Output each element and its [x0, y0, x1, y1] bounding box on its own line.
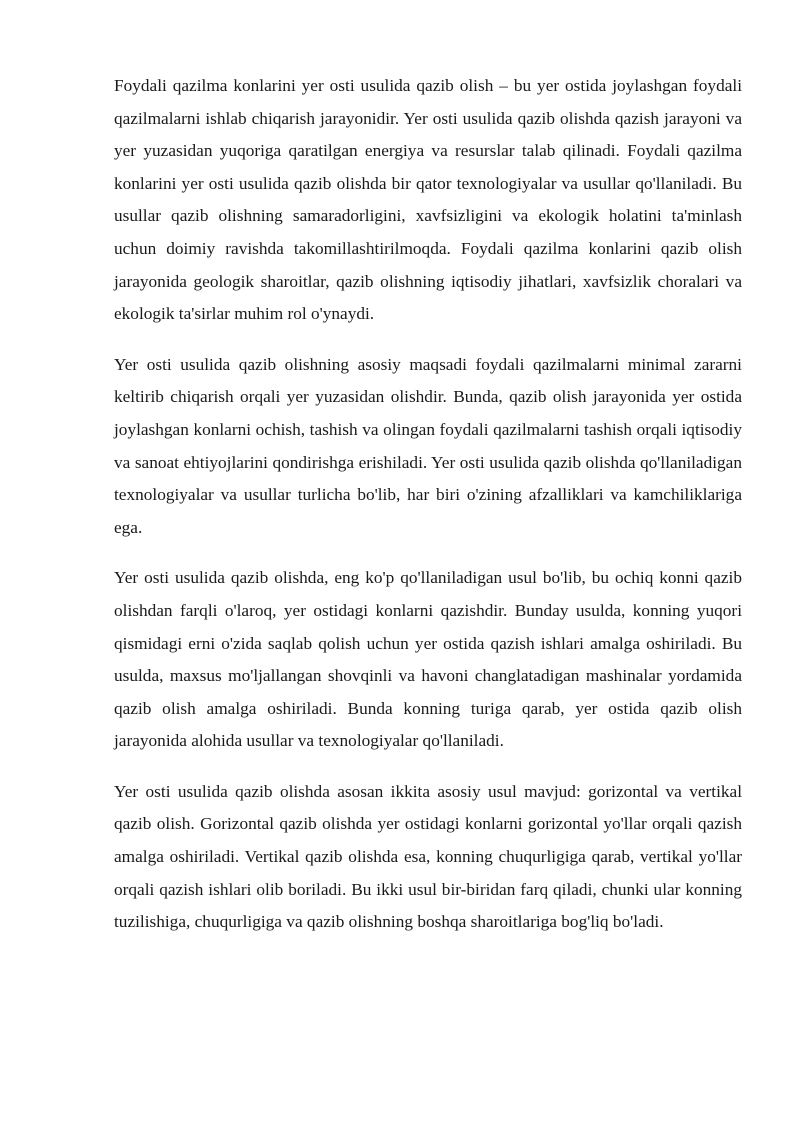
- paragraph-1: Foydali qazilma konlarini yer osti usulida qazib olish – bu yer ostida joylashgan foydali qazilmalarni ishlab chiqarish jarayonidir. Yer osti usulida qazib olishda qazish jarayoni va yer yuzasidan yuqoriga qaratilgan energiya va resurslar talab qilinadi. Foydali qazilma konlarini yer osti usulida qazib olishda bir qator texnologiyalar va usullar qo'llaniladi. Bu usullar qazib olishning samaradorligini, xavfsizligini va ekologik holatini ta'minlash uchun doimiy ravishda takomillashtirilmoqda. Foydali qazilma konlarini qazib olish jarayonida geologik sharoitlar, qazib olishning iqtisodiy jihatlari, xavfsizlik choralari va ekologik ta'sirlar muhim rol o'ynaydi.: [114, 76, 742, 324]
- paragraph-2: Yer osti usulida qazib olishning asosiy maqsadi foydali qazilmalarni minimal zararni keltirib chiqarish orqali yer yuzasidan olishdir. Bunda, qazib olish jarayonida yer ostida joylashgan konlarni ochish, tashish va olingan foydali qazilmalarni tashish orqali iqtisodiy va sanoat ehtiyojlarini qondirishga erishiladi. Yer osti usulida qazib olishda qo'llaniladigan texnologiyalar va usullar turlicha bo'lib, har biri o'zining afzalliklari va kamchiliklariga ega.: [114, 354, 742, 537]
- paragraph-4: Yer osti usulida qazib olishda asosan ikkita asosiy usul mavjud: gorizontal va vertikal qazib olish. Gorizontal qazib olishda yer ostidagi konlarni gorizontal yo'llar orqali qazish amalga oshiriladi. Vertikal qazib olishda esa, konning chuqurligiga qarab, vertikal yo'llar orqali qazish ishlari olib boriladi. Bu ikki usul bir-biridan farq qiladi, chunki ular konning tuzilishiga, chuqurligiga va qazib olishning boshqa sharoitlariga bog'liq bo'ladi.: [114, 781, 742, 932]
- paragraph-3: Yer osti usulida qazib olishda, eng ko'p qo'llaniladigan usul bo'lib, bu ochiq konni qazib olishdan farqli o'laroq, yer ostidagi konlarni qazishdir. Bunday usulda, konning yuqori qismidagi erni o'zida saqlab qolish uchun yer ostida qazish ishlari amalga oshiriladi. Bu usulda, maxsus mo'ljallangan shovqinli va havoni changlatadigan mashinalar yordamida qazib olish amalga oshiriladi. Bunda konning turiga qarab, yer ostida qazib olish jarayonida alohida usullar va texnologiyalar qo'llaniladi.: [114, 568, 742, 751]
- document-page: [114, 70, 742, 957]
